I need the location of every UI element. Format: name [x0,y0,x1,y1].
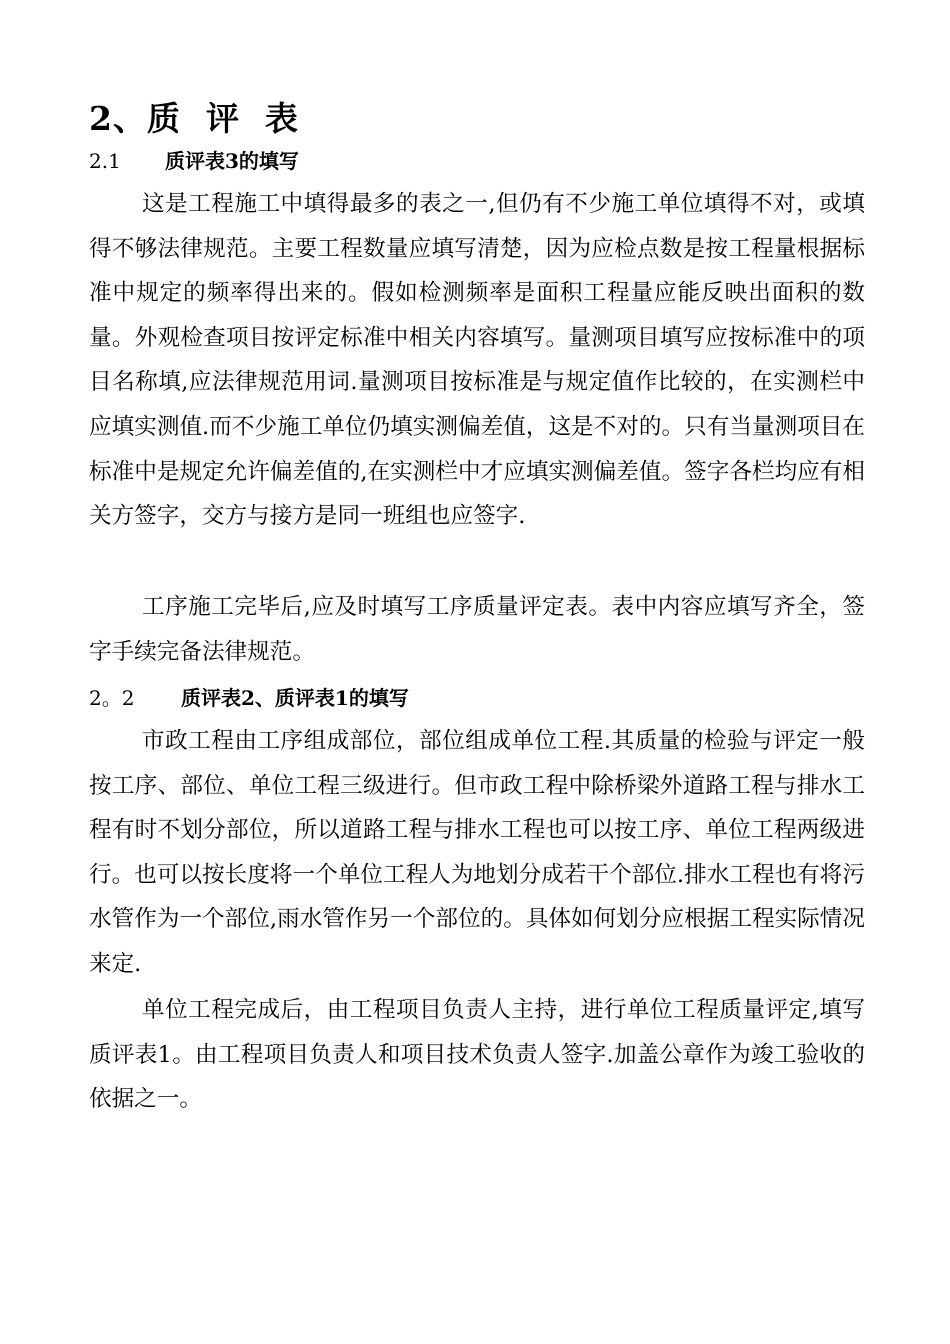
section-heading-2-1 [89,144,299,178]
paragraph: 工序施工完毕后,应及时填写工序质量评定表。表中内容应填写齐全，签字手续完备法律规范。 [89,594,865,665]
document-title: 2、质 评 表 [89,99,299,138]
section-title: 质评表2、质评表1的填写 [181,686,409,710]
section-number: 2.1 [89,149,121,173]
section-number: 2。2 [89,686,135,710]
paragraph: 市政工程由工序组成部位，部位组成单位工程.其质量的检验与评定一般按工序、部位、单位工程三级进行。但市政工程中除桥梁外道路工程与排水工程有时不划分部位，所以道路工程与排水工程也可以按工序、单位工程两级进行。也可以按长度将一个单位工程人为地划分成若干个部位.排水工程也有将污水管作为一个部位,雨水管作另一个部位的。具体如何划分应根据工程实际情况来定. [89,728,865,977]
paragraph: 单位工程完成后，由工程项目负责人主持，进行单位工程质量评定,填写质评表1。由工程项目负责人和项目技术负责人签字.加盖公章作为竣工验收的依据之一。 [89,997,865,1113]
section-heading-2-2 [89,681,409,715]
paragraph: 这是工程施工中填得最多的表之一,但仍有不少施工单位填得不对，或填得不够法律规范。主要工程数量应填写清楚，因为应检点数是按工程量根据标准中规定的频率得出来的。假如检测频率是面积工程量应能反映出面积的数量。外观检查项目按评定标准中相关内容填写。量测项目填写应按标准中的项目名称填,应法律规范用词.量测项目按标准是与规定值作比较的，在实测栏中应填实测值.而不少施工单位仍填实测偏差值，这是不对的。只有当量测项目在标准中是规定允许偏差值的,在实测栏中才应填实测偏差值。签字各栏均应有相关方签字，交方与接方是同一班组也应签字. [89,191,865,530]
section-title: 质评表3的填写 [165,149,299,173]
